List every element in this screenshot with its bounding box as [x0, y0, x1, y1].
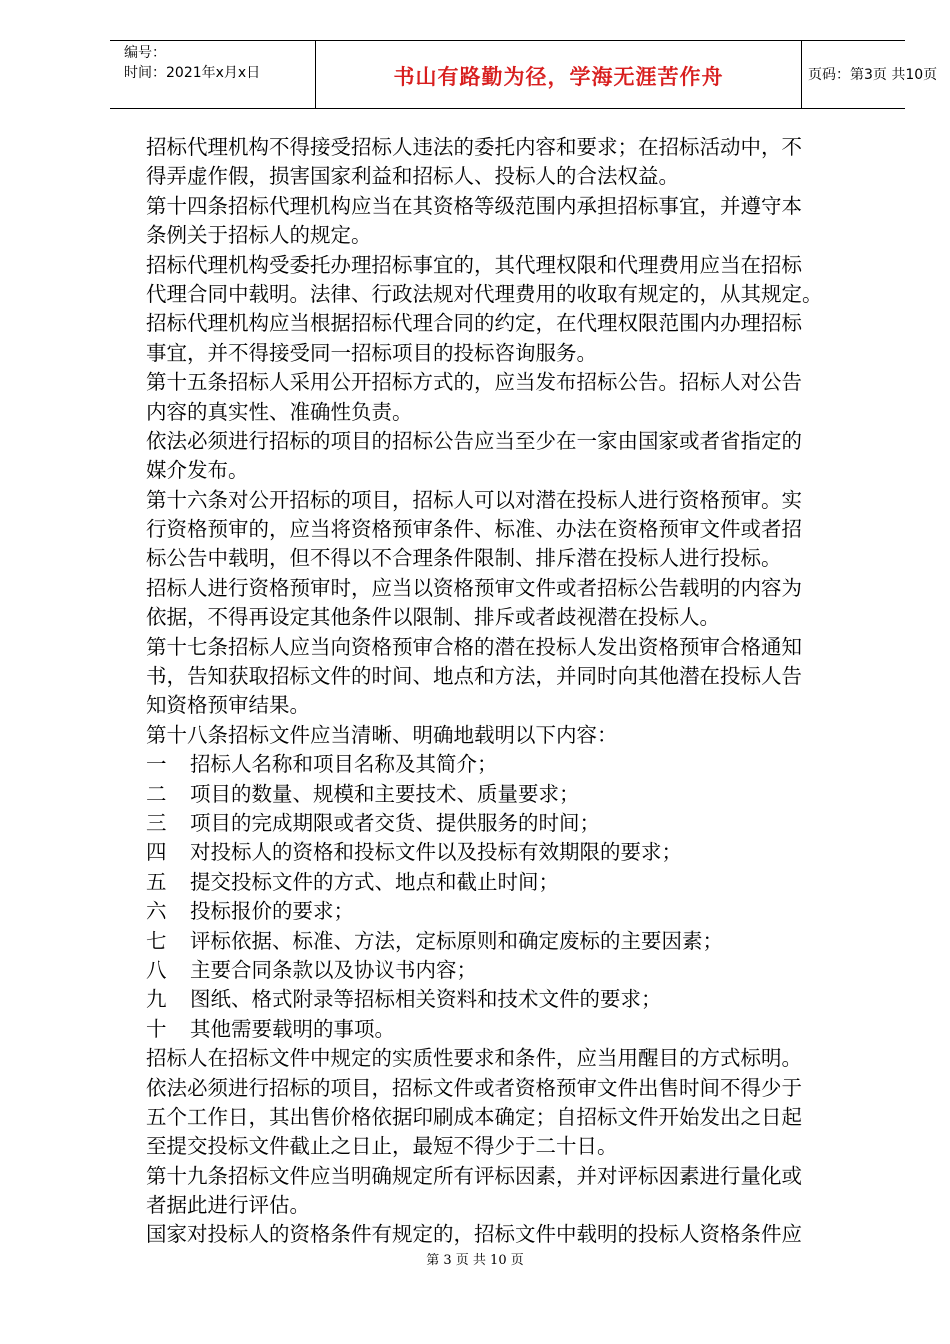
- body-line: 依法必须进行招标的项目的招标公告应当至少在一家由国家或者省指定的: [146, 428, 802, 453]
- list-item-number: 五: [146, 869, 167, 894]
- body-line: 知资格预审结果。: [146, 693, 310, 718]
- body-line: 依法必须进行招标的项目，招标文件或者资格预审文件出售时间不得少于: [146, 1075, 802, 1100]
- document-body: [146, 133, 881, 1250]
- list-item: [146, 750, 881, 779]
- body-line: 第十四条招标代理机构应当在其资格等级范围内承担招标事宜，并遵守本: [146, 193, 802, 218]
- body-line: 第十六条对公开招标的项目，招标人可以对潜在投标人进行资格预审。实: [146, 487, 802, 512]
- list-item: [146, 809, 881, 838]
- list-item-text: 对投标人的资格和投标文件以及投标有效期限的要求；: [190, 840, 682, 865]
- list-item-number: 一: [146, 752, 167, 777]
- body-line: 事宜，并不得接受同一招标项目的投标咨询服务。: [146, 340, 597, 365]
- header-meta-cell: [110, 41, 315, 108]
- list-item-text: 评标依据、标准、方法，定标原则和确定废标的主要因素；: [190, 928, 723, 953]
- list-item: [146, 927, 881, 956]
- list-item-text: 项目的数量、规模和主要技术、质量要求；: [190, 781, 580, 806]
- body-line: 依据，不得再设定其他条件以限制、排斥或者歧视潜在投标人。: [146, 605, 720, 630]
- body-line: 至提交投标文件截止之日止，最短不得少于二十日。: [146, 1134, 618, 1159]
- list-item: [146, 838, 881, 867]
- body-line: 得弄虚作假，损害国家利益和招标人、投标人的合法权益。: [146, 164, 679, 189]
- list-item-number: 九: [146, 987, 167, 1012]
- header-page-number: 页码：第3页 共10页: [808, 67, 938, 83]
- list-item-number: 四: [146, 840, 167, 865]
- body-line: 五个工作日，其出售价格依据印刷成本确定；自招标文件开始发出之日起: [146, 1104, 802, 1129]
- footer-page-number: 第 3 页 共 10 页: [426, 1253, 524, 1268]
- body-line: 第十七条招标人应当向资格预审合格的潜在投标人发出资格预审合格通知: [146, 634, 802, 659]
- header-motto: 书山有路勤为径，学海无涯苦作舟: [393, 65, 724, 89]
- body-line: 代理合同中载明。法律、行政法规对代理费用的收取有规定的，从其规定。: [146, 281, 823, 306]
- body-line: 行资格预审的，应当将资格预审条件、标准、办法在资格预审文件或者招: [146, 517, 802, 542]
- list-item-number: 十: [146, 1016, 167, 1041]
- body-line: 招标人在招标文件中规定的实质性要求和条件，应当用醒目的方式标明。: [146, 1046, 802, 1071]
- header-motto-cell: [315, 41, 802, 108]
- list-item: [146, 868, 881, 897]
- document-time-label: 时间：2021年x月x日: [124, 65, 261, 81]
- body-line: 招标人进行资格预审时，应当以资格预审文件或者招标公告载明的内容为: [146, 575, 802, 600]
- body-line: 内容的真实性、准确性负责。: [146, 399, 413, 424]
- list-item-text: 项目的完成期限或者交货、提供服务的时间；: [190, 810, 600, 835]
- list-item-text: 其他需要载明的事项。: [190, 1016, 395, 1041]
- body-line: 第十八条招标文件应当清晰、明确地载明以下内容：: [146, 722, 618, 747]
- list-item-text: 投标报价的要求；: [190, 899, 354, 924]
- body-line: 媒介发布。: [146, 458, 249, 483]
- body-line: 招标代理机构受委托办理招标事宜的，其代理权限和代理费用应当在招标: [146, 252, 802, 277]
- list-item: [146, 897, 881, 926]
- page-footer: [0, 1249, 950, 1268]
- list-item-number: 六: [146, 899, 167, 924]
- list-item-text: 图纸、格式附录等招标相关资料和技术文件的要求；: [190, 987, 662, 1012]
- page-header: [110, 40, 938, 109]
- body-line: 书，告知获取招标文件的时间、地点和方法，并同时向其他潜在投标人告: [146, 664, 802, 689]
- list-item-number: 八: [146, 957, 167, 982]
- list-item-number: 三: [146, 810, 167, 835]
- body-line: 标公告中载明，但不得以不合理条件限制、排斥潜在投标人进行投标。: [146, 546, 782, 571]
- list-item: [146, 780, 881, 809]
- body-line: 第十九条招标文件应当明确规定所有评标因素，并对评标因素进行量化或: [146, 1163, 802, 1188]
- list-item-text: 主要合同条款以及协议书内容；: [190, 957, 477, 982]
- list-item: [146, 956, 881, 985]
- body-line: 第十五条招标人采用公开招标方式的，应当发布招标公告。招标人对公告: [146, 370, 802, 395]
- body-line: 者据此进行评估。: [146, 1193, 310, 1218]
- list-item: [146, 1015, 881, 1044]
- list-item: [146, 985, 881, 1014]
- body-line: 条例关于招标人的规定。: [146, 223, 372, 248]
- list-item-number: 七: [146, 928, 167, 953]
- list-item-text: 招标人名称和项目名称及其简介；: [190, 752, 498, 777]
- body-line: 国家对投标人的资格条件有规定的，招标文件中载明的投标人资格条件应: [146, 1222, 802, 1247]
- list-item-number: 二: [146, 781, 167, 806]
- body-line: 招标代理机构不得接受招标人违法的委托内容和要求；在招标活动中，不: [146, 135, 802, 159]
- list-item-text: 提交投标文件的方式、地点和截止时间；: [190, 869, 559, 894]
- document-number-label: 编号：: [124, 45, 166, 61]
- header-page-cell: [800, 41, 938, 108]
- body-line: 招标代理机构应当根据招标代理合同的约定，在代理权限范围内办理招标: [146, 311, 802, 336]
